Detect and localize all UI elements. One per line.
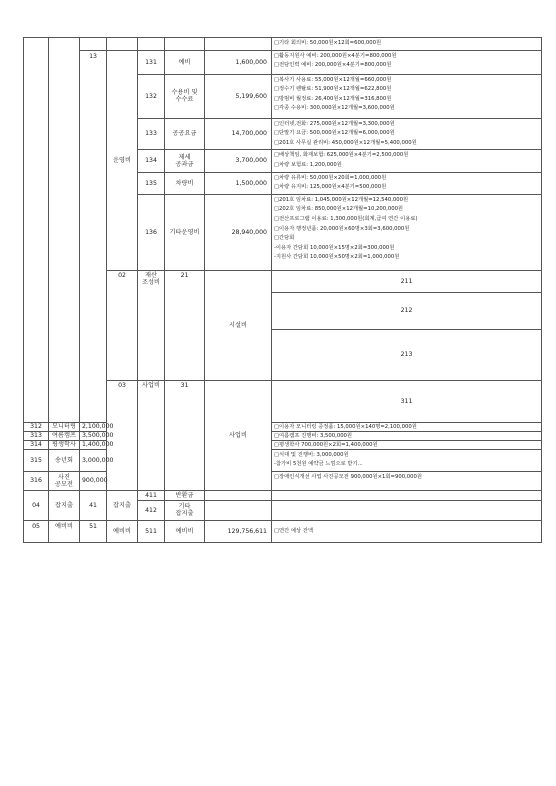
- code-cell: 21: [165, 270, 205, 380]
- subcode-cell: 313: [24, 431, 49, 440]
- amount-cell: [205, 490, 272, 500]
- detail-cell: □기타 회의비: 50,000원×12회=600,000원: [272, 38, 542, 51]
- section-name-cell: 예비비: [49, 520, 80, 542]
- table-row: [24, 50, 542, 74]
- category-cell: 운영비: [107, 50, 138, 270]
- section-number-cell: 04: [24, 490, 49, 520]
- section-name-cell: [49, 38, 80, 423]
- subcode-cell: 314: [24, 440, 49, 449]
- section-name-cell: 사업비: [138, 380, 165, 490]
- item-cell: 여름캠프: [49, 431, 80, 440]
- detail-cell: □복사기 사용료: 55,000원×12개월=660,000원 □정수기 렌탈료: 51,900원×12개월=622,800원 □방범비 월정료: 26,400원×12개월=316,800원 □각종 수용비: 300,000원×12개월=3,600,000원: [272, 74, 542, 118]
- code-cell: 41: [80, 490, 107, 520]
- subcode-cell: 211: [272, 270, 542, 292]
- subcode-cell: 134: [138, 150, 165, 172]
- item-cell: 제세 공과금: [165, 150, 205, 172]
- subcode-cell: 212: [272, 293, 542, 330]
- detail-cell: □활동지원사 예비: 200,000원×4분기=800,000원 □전담인력 예비: 200,000원×4분기=800,000원: [272, 50, 542, 74]
- amount-cell: 14,700,000: [205, 118, 272, 150]
- amount-cell: 1,500,000: [205, 172, 272, 194]
- item-cell: 수용비 및 수수료: [165, 74, 205, 118]
- item-cell: 예비비: [165, 520, 205, 542]
- section-number-cell: 02: [107, 270, 138, 380]
- category-cell: 시설비: [205, 270, 272, 380]
- code-cell: 31: [165, 380, 205, 490]
- item-cell: 예비: [165, 50, 205, 74]
- section-number-cell: [24, 38, 49, 423]
- detail-cell: □식대 및 진행비: 3,000,000원 -참가비 5천원 예약금 느낌으로 받기...: [272, 449, 542, 471]
- table-row: [24, 38, 542, 51]
- amount-cell: 5,199,600: [205, 74, 272, 118]
- section-number-cell: 05: [24, 520, 49, 542]
- table-row: [24, 422, 542, 431]
- category-cell: 잡지출: [107, 490, 138, 520]
- amount-cell: 3,500,000: [80, 431, 107, 440]
- subcode-cell: 312: [24, 422, 49, 431]
- subcode-cell: 411: [138, 490, 165, 500]
- amount-cell: 129,756,611: [205, 520, 272, 542]
- subcode-cell: 316: [24, 471, 49, 490]
- category-cell: [107, 38, 138, 51]
- item-cell: 반환금: [165, 490, 205, 500]
- detail-cell: □차량 유류비: 50,000원×20회=1,000,000원 □차량 유지비: 125,000원×4분기=500,000원: [272, 172, 542, 194]
- subcode-cell: 311: [272, 380, 542, 422]
- item-cell: 기타 잡지출: [165, 500, 205, 520]
- detail-cell: □201호 임차료: 1,045,000원×12개월=12,540,000원 □202호 임차료: 850,000원×12개월=10,200,000원 □전산프로그램 이용료: 1,300,000원(회계,급여 연간 이용료) □이용자 행정년품: 20,000원×60명×3회=3,600,000원 □간담회 -이용자 간담회 10,000원×15명×2회=300,000원 -지원사 간담회 10,000원×50명×2회=1,000,000원: [272, 194, 542, 270]
- item-cell: 차량비: [165, 172, 205, 194]
- budget-table: [23, 37, 542, 543]
- amount-cell: [205, 500, 272, 520]
- code-cell: [80, 38, 107, 51]
- subcode-cell: 213: [272, 329, 542, 380]
- subcode-cell: 131: [138, 50, 165, 74]
- item-cell: 기타운영비: [165, 194, 205, 270]
- detail-cell: □평생학사 700,000원×2회=1,400,000원: [272, 440, 542, 449]
- subcode-cell: 135: [138, 172, 165, 194]
- amount-cell: 3,700,000: [205, 150, 272, 172]
- item-cell: 공공요금: [165, 118, 205, 150]
- detail-cell: □여름캠프 진행비: 3,500,000원: [272, 431, 542, 440]
- detail-cell: □배상책임, 화재보험: 625,000원×4분기=2,500,000원 □차량 보험료: 1,200,000원: [272, 150, 542, 172]
- amount-cell: 2,100,000: [80, 422, 107, 431]
- detail-cell: □연간 예상 잔액: [272, 520, 542, 542]
- detail-cell: □이용자 모니터링 증정품: 15,000원×140명=2,100,000원: [272, 422, 542, 431]
- subcode-cell: 133: [138, 118, 165, 150]
- item-cell: 송년회: [49, 449, 80, 471]
- subcode-cell: 315: [24, 449, 49, 471]
- subcode-cell: 132: [138, 74, 165, 118]
- section-name-cell: 잡지출: [49, 490, 80, 520]
- code-cell: 51: [80, 520, 107, 542]
- subcode-cell: 511: [138, 520, 165, 542]
- table-row: [24, 490, 542, 500]
- subcode-cell: 136: [138, 194, 165, 270]
- amount-cell: 28,940,000: [205, 194, 272, 270]
- detail-cell: [272, 500, 542, 520]
- detail-cell: □인터넷,전화: 275,000원×12개월=3,300,000원 □단말기 요금: 500,000원×12개월=6,000,000원 □201호 사무실 관리비: 450,000원×12개월=5,400,000원: [272, 118, 542, 150]
- detail-cell: [272, 490, 542, 500]
- table-row: [24, 471, 542, 490]
- table-row: [24, 431, 542, 440]
- amount-cell: 1,600,000: [205, 50, 272, 74]
- amount-cell: 1,400,000: [80, 440, 107, 449]
- section-name-cell: 재산 조성비: [138, 270, 165, 380]
- item-cell: 평생학사: [49, 440, 80, 449]
- item-cell: [165, 38, 205, 51]
- amount-cell: [205, 38, 272, 51]
- item-cell: 모니터링: [49, 422, 80, 431]
- subcode-cell: 412: [138, 500, 165, 520]
- amount-cell: 3,000,000: [80, 449, 107, 471]
- item-cell: 사진 공모전: [49, 471, 80, 490]
- amount-cell: 900,000: [80, 471, 107, 490]
- category-cell: 사업비: [205, 380, 272, 490]
- table-row: [24, 520, 542, 542]
- category-cell: 예비비: [107, 520, 138, 542]
- table-row: [24, 440, 542, 449]
- subcode-cell: [138, 38, 165, 51]
- table-row: [24, 449, 542, 471]
- detail-cell: □장애인식개선 사업 사진공모전 900,000원×1회=900,000원: [272, 471, 542, 490]
- section-number-cell: 03: [107, 380, 138, 490]
- code-cell: 13: [80, 50, 107, 422]
